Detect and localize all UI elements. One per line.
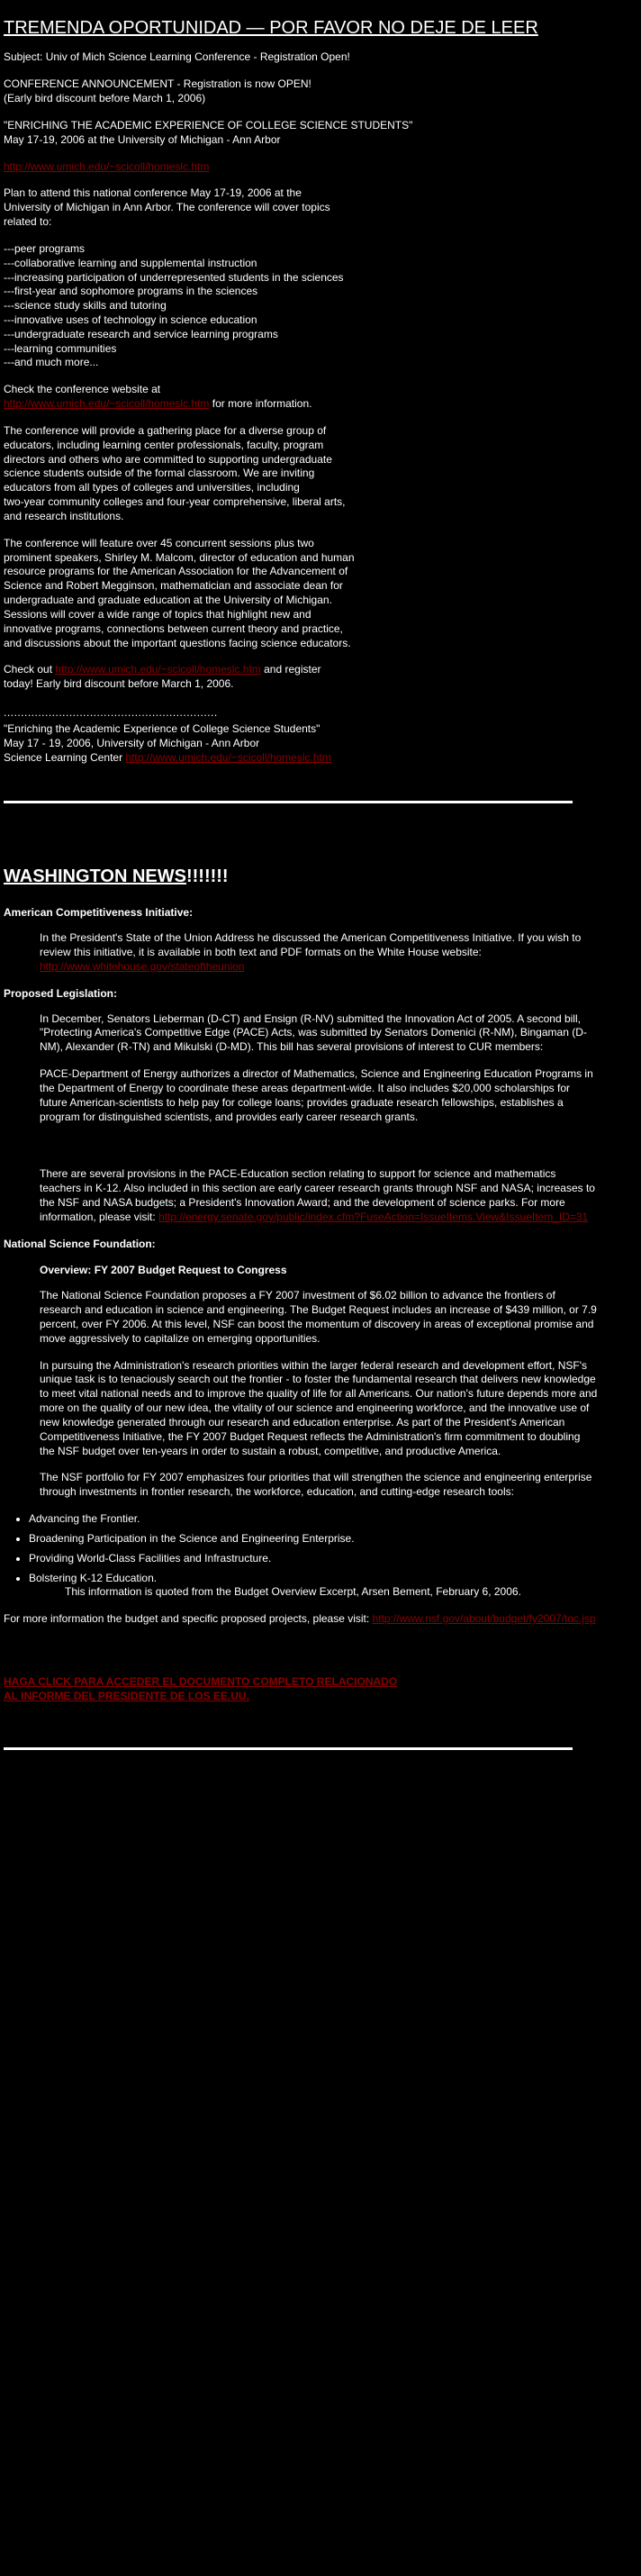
check-website-link[interactable]: http://www.umich.edu/~scicoll/homeslc.htm	[4, 397, 210, 411]
topic-item: ---undergraduate research and service learning programs	[4, 327, 278, 340]
intro-line: University of Michigan in Ann Arbor. The conference will cover topics	[4, 201, 330, 214]
conference-announcement	[4, 16, 580, 863]
topics-list	[4, 242, 580, 370]
list-item: • Advancing the Frontier.	[29, 1512, 598, 1527]
news-title-suffix: !!!!!!!	[185, 866, 229, 886]
topic-item: ---learning communities	[4, 341, 117, 355]
gathering-line: and research institutions.	[4, 509, 124, 522]
early-bird-line: (Early bird discount before March 1, 2006)	[4, 92, 206, 105]
news-title	[4, 865, 598, 888]
register-suffix: and register	[260, 663, 321, 676]
sessions-line: and discussions about the important questions facing science educators.	[4, 636, 351, 649]
sessions-line: Science and Robert Megginson, mathematician and associate dean for	[4, 579, 343, 593]
divider	[4, 801, 573, 803]
intro-paragraph	[4, 186, 580, 229]
aci-link[interactable]: http://www.whitehouse.gov/stateoftheunion	[40, 959, 245, 973]
gathering-paragraph	[4, 424, 580, 524]
sessions-line: Sessions will cover a wide range of topics that highlight new and	[4, 607, 311, 621]
topic-item: ---first-year and sophomore programs in the sciences	[4, 285, 258, 298]
event-title-line: "ENRICHING THE ACADEMIC EXPERIENCE OF COLLEGE SCIENCE STUDENTS"	[4, 118, 413, 132]
topic-item: ---collaborative learning and supplemental instruction	[4, 256, 257, 269]
bottom-divider	[4, 1747, 573, 1750]
nsf-paragraph-3: The NSF portfolio for FY 2007 emphasizes four priorities that will strengthen the science and engineering enterprise through investments in frontier research, the workforce, education, and cutting-edge research tools:	[40, 1471, 592, 1499]
register-line	[4, 663, 580, 677]
topic-item: ---peer programs	[4, 241, 86, 255]
list-item	[29, 1572, 598, 1601]
legislation-paragraph-3	[40, 1167, 598, 1224]
topic-item: ---increasing participation of underrepresented students in the sciences	[4, 270, 344, 284]
signature-link[interactable]: http://www.umich.edu/~scicoll/homeslc.htm	[125, 750, 331, 764]
gathering-line: educators from all types of colleges and universities, including	[4, 481, 300, 494]
event-date-line: May 17-19, 2006 at the University of Michigan - Ann Arbor	[4, 132, 281, 146]
nsf-paragraph-2: In pursuing the Administration's research priorities within the larger federal research and development effort, NSF's unique task is to tenaciously search out the frontier - to foster the fundamental research that delivers new knowledge to meet vital national needs and to improve the quality of life for all Americans. Our nation's future depends more and more on the quality of our new idea, the vitality of our science and engineering workforce, and the innovative use of new knowledge generated through our research and education enterprise. As part of the President's American Competitiveness Initiative, the FY 2007 Budget Request reflects the Administration's firm commitment to doubling the NSF budget over ten-years in order to sustain a robust, competitive, and productive America.	[40, 1358, 598, 1457]
signature-line	[4, 751, 580, 766]
check-website-line: Check the conference website at	[4, 383, 161, 396]
event-heading	[4, 119, 580, 148]
full-report-link[interactable]	[4, 1675, 598, 1704]
gathering-line: educators, including learning center professionals, faculty, program	[4, 438, 324, 451]
dotted-separator: ..............................................................	[4, 706, 218, 720]
list-item: • Providing World-Class Facilities and Infrastructure.	[29, 1552, 598, 1566]
registration-open-line: CONFERENCE ANNOUNCEMENT - Registration is now OPEN!	[4, 77, 311, 91]
gathering-line: directors and others who are committed to supporting undergraduate	[4, 452, 332, 466]
legislation-text: There are several provisions in the PACE-Education section relating to support for science and mathematics teachers in K-12. Also included in this section are early career research grants through NSF and NASA; increases to the NSF and NASA budgets; a President's Innovation Award; and the development of science parks. For more information, please visit:	[40, 1167, 595, 1223]
check-website-suffix: for more information.	[209, 397, 312, 411]
conference-url-link[interactable]: http://www.umich.edu/~scicoll/homeslc.htm	[4, 159, 210, 173]
check-website-paragraph	[4, 383, 580, 412]
nsf-heading: National Science Foundation:	[4, 1237, 156, 1250]
more-info-paragraph	[4, 1612, 598, 1627]
intro-line: Plan to attend this national conference May 17-19, 2006 at the	[4, 186, 302, 200]
legislation-paragraph-2: PACE-Department of Energy authorizes a director of Mathematics, Science and Engineering Education Programs in the Department of Energy to coordinate these areas department-wide. It also includes $20,000 scholarships for future American-scientists to help pay for college loans; provides graduate research fellowships, establishes a program for distinguished scientists, and provides early career research grants.	[40, 1067, 593, 1123]
signature-block	[4, 722, 580, 765]
register-line-2: today! Early bird discount before March 1, 2006.	[4, 677, 234, 691]
list-item: • Broadening Participation in the Science and Engineering Enterprise.	[29, 1532, 598, 1547]
register-link[interactable]: http://www.umich.edu/~scicoll/homeslc.htm	[55, 663, 261, 676]
aci-paragraph	[40, 931, 598, 974]
list-item-text: Bolstering K-12 Education.	[29, 1571, 158, 1584]
sessions-paragraph	[4, 537, 580, 651]
full-report-link-line-2: AL INFORME DEL PRESIDENTE DE LOS EE.UU.	[4, 1689, 249, 1702]
signature-line: "Enriching the Academic Experience of College Science Students"	[4, 721, 320, 735]
topic-item: ---innovative uses of technology in science education	[4, 313, 257, 326]
sessions-line: undergraduate and graduate education at the University of Michigan.	[4, 594, 332, 607]
full-report-link-line-1: HAGA CLICK PARA ACCEDER EL DOCUMENTO COMPLETO RELACIONADO	[4, 1675, 398, 1689]
legislation-heading: Proposed Legislation:	[4, 986, 118, 1000]
signature-line: May 17 - 19, 2006, University of Michigan - Ann Arbor	[4, 736, 260, 749]
signature-prefix: Science Learning Center	[4, 750, 126, 764]
check-website-url-line	[4, 397, 580, 412]
budget-link[interactable]: http://www.nsf.gov/about/budget/fy2007/toc.jsp	[372, 1612, 596, 1626]
topic-item: ---science study skills and tutoring	[4, 299, 167, 313]
register-prefix: Check out	[4, 663, 56, 676]
sessions-line: The conference will feature over 45 concurrent sessions plus two	[4, 536, 314, 549]
sessions-line: innovative programs, connections between current theory and practice,	[4, 621, 343, 635]
sessions-line: prominent speakers, Shirley M. Malcom, director of education and human	[4, 550, 355, 564]
intro-line: related to:	[4, 215, 52, 229]
legislation-paragraph-1: In December, Senators Lieberman (D-CT) and Ensign (R-NV) submitted the Innovation Act of 2005. A second bill, "Protecting America's Competitive Edge (PACE) Acts, was submitted by Senators Domenici (R-NM), Bingaman (D-NM), Alexander (R-TN) and Mikulski (D-MD). This bill has several provisions of interest to CUR members:	[40, 1011, 587, 1054]
spacer	[4, 1137, 598, 1167]
nsf-paragraph-1: The National Science Foundation proposes a FY 2007 investment of $6.02 billion to advance the frontiers of research and education in science and engineering. The Budget Request includes an increase of $439 million, or 7.9 percent, over FY 2006. At this level, NSF can boost the momentum of discovery in areas of exceptional promise and move aggressively to capitalize on emerging opportunities.	[40, 1289, 597, 1345]
legislation-link[interactable]: http://energy.senate.gov/public/index.cfm?FuseAction=IssueItems.View&IssueItem_ID=31	[158, 1210, 589, 1223]
news-title-main: WASHINGTON NEWS	[4, 866, 186, 886]
register-paragraph	[4, 663, 580, 692]
page-title: TREMENDA OPORTUNIDAD — POR FAVOR NO DEJE DE LEER	[4, 18, 538, 38]
aci-heading: American Competitiveness Initiative:	[4, 906, 194, 920]
registration-notice	[4, 77, 580, 106]
aci-text: In the President's State of the Union Address he discussed the American Competitiveness Initiative. If you wish to review this initiative, it is available in both text and PDF formats on the White House website:	[40, 931, 582, 959]
subject-line: Subject: Univ of Mich Science Learning Conference - Registration Open!	[4, 50, 350, 64]
washington-news	[4, 865, 598, 1810]
gathering-line: The conference will provide a gathering place for a diverse group of	[4, 423, 327, 437]
gathering-line: science students outside of the formal classroom. We are inviting	[4, 467, 315, 480]
more-info-text: For more information the budget and specific proposed projects, please visit:	[4, 1612, 370, 1626]
gathering-line: two-year community colleges and four-year comprehensive, liberal arts,	[4, 495, 346, 509]
quote-note: This information is quoted from the Budget Overview Excerpt, Arsen Bement, February 6, 2006.	[65, 1585, 521, 1599]
nsf-overview-heading: Overview: FY 2007 Budget Request to Congress	[40, 1264, 287, 1277]
nsf-priorities-list	[4, 1512, 598, 1600]
sessions-line: resource programs for the American Association for the Advancement of	[4, 565, 348, 578]
topic-item: ---and much more...	[4, 356, 99, 369]
